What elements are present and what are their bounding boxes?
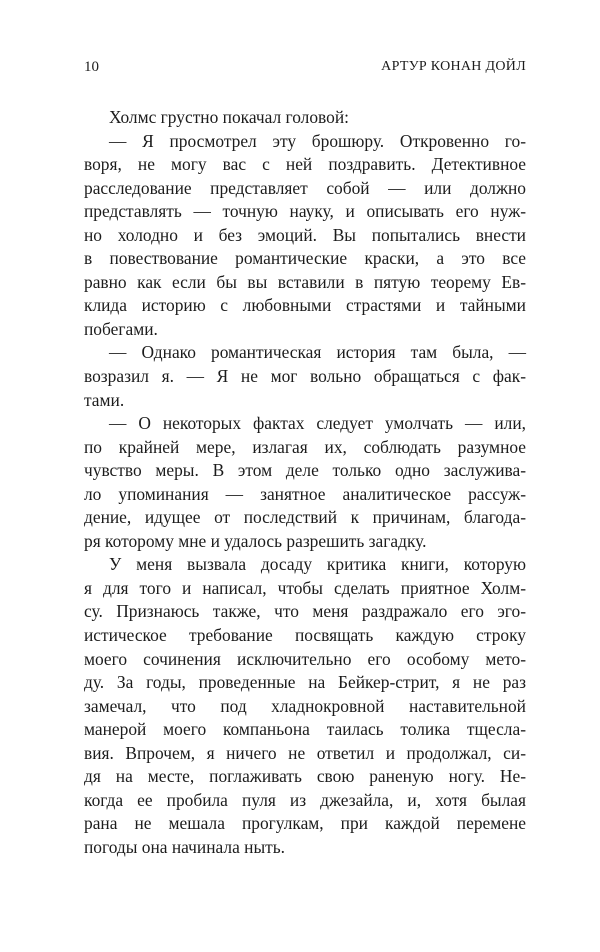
text-line: погоды она начинала ныть. [84,836,286,857]
page-header [84,57,526,77]
text-line: я для того и написал, чтобы сделать приятное Холм- [84,577,526,598]
running-head: АРТУР КОНАН ДОЙЛ [381,59,526,74]
text-line: манерой моего компаньона таилась толика тщесла- [84,719,526,740]
text-line: ря которому мне и удалось разрешить загадку. [84,530,427,551]
text-line: клида историю с любовными страстями и тайными [84,295,526,316]
text-line: моего сочинения исключительно его особому мето- [84,648,526,669]
text-line: — О некоторых фактах следует умолчать — или, [109,413,526,434]
text-line: вия. Впрочем, я ничего не ответил и продолжал, си- [84,742,526,763]
text-line: по крайней мере, излагая их, соблюдать разумное [84,436,526,457]
text-line: в повествование романтические краски, а это все [84,248,526,269]
text-line: ду. За годы, проведенные на Бейкер-стрит, я не раз [84,672,526,693]
text-line: возразил я. — Я не мог вольно обращаться с фак- [84,366,526,387]
text-line: тами. [84,389,125,410]
text-line: дение, идущее от последствий к причинам, благода- [84,507,526,528]
body-text [84,106,526,860]
text-line: истическое требование посвящать каждую строку [84,625,526,646]
text-line: — Я просмотрел эту брошюру. Откровенно го- [109,130,526,151]
text-line: дя на месте, поглаживать свою раненую ногу. Не- [84,766,526,787]
text-line: су. Признаюсь также, что меня раздражало его эго- [84,601,526,622]
text-line: но холодно и без эмоций. Вы попытались внести [84,224,526,245]
text-line: расследование представляет собой — или должно [84,177,526,198]
text-line: воря, не могу вас с ней поздравить. Детективное [84,154,526,175]
text-line: представлять — точную науку, и описывать его нуж- [84,201,526,222]
text-line: равно как если бы вы вставили в пятую теорему Ев- [84,271,526,292]
text-line: побегами. [84,318,158,339]
text-line: замечал, что под хладнокровной наставительной [84,695,526,716]
text-line: Холмс грустно покачал головой: [109,107,349,127]
text-line: чувство меры. В этом деле только одно заслужива- [84,460,526,481]
text-line: У меня вызвала досаду критика книги, которую [109,554,526,575]
page-number: 10 [84,59,99,75]
text-line: ло упоминания — занятное аналитическое рассуж- [84,483,526,504]
text-line: когда ее пробила пуля из джезайла, и, хотя былая [84,789,526,810]
text-line: рана не мешала прогулкам, при каждой перемене [84,813,526,834]
text-line: — Однако романтическая история там была, — [109,342,526,363]
